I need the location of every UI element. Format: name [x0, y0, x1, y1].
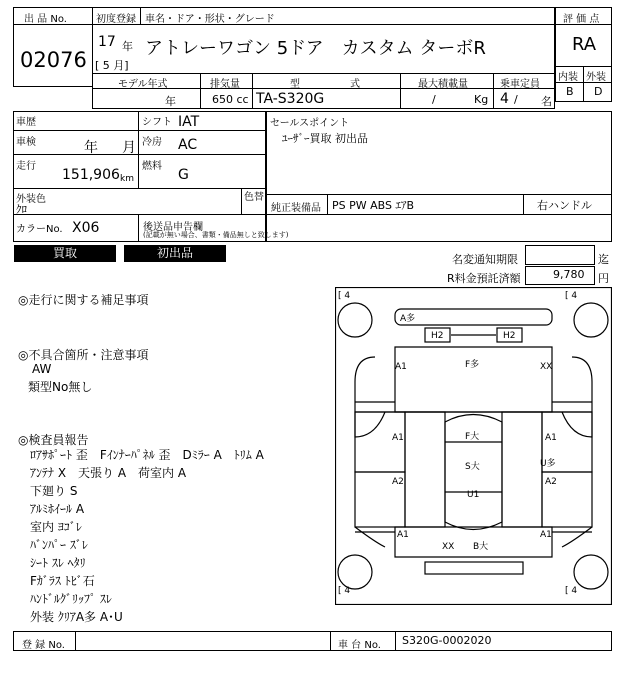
lot-label: 出 品 No.: [24, 14, 67, 25]
report-line: 下廻り S: [30, 484, 78, 498]
defects-line-1: AW: [32, 362, 52, 376]
model-year-label: モデル年式: [118, 79, 168, 90]
capacity-unit: 名: [541, 95, 552, 108]
equipment-label: 純正装備品: [271, 203, 321, 214]
interior-label: 内装: [558, 72, 578, 83]
inspection-label: 車検: [16, 137, 36, 148]
report-line: ｱﾝﾃﾅ X 天張り A 荷室内 A: [30, 466, 187, 480]
mileage-unit: km: [120, 174, 134, 184]
diagram-corner-bl: [ 4: [338, 586, 351, 596]
recycle-value: 9,780: [553, 268, 585, 281]
diag-fr-door: A1: [545, 433, 557, 443]
shift: IAT: [178, 114, 200, 130]
max-load-label: 最大積載量: [418, 79, 468, 90]
report-line: Fｶﾞﾗｽ ﾄﾋﾞ石: [30, 574, 95, 588]
diag-windshield: F大: [465, 432, 480, 442]
recycle-unit: 円: [598, 272, 609, 285]
exterior-grade: D: [594, 85, 603, 98]
diag-hood: F多: [465, 360, 480, 370]
model-label: 型 式: [290, 79, 360, 90]
diag-rr-quarter: A1: [540, 530, 552, 540]
diag-rr-door-1: U多: [540, 459, 556, 469]
diagram-corner-tr: [ 4: [565, 291, 578, 301]
after-doc-note: (記載が無い場合、書類・備品無しと致します): [143, 231, 289, 239]
interior-grade: B: [566, 85, 574, 98]
rating-value: RA: [572, 34, 597, 55]
diagram-corner-br: [ 4: [565, 586, 578, 596]
diag-fr-fender: XX: [540, 362, 553, 372]
wheel-rl-icon: [338, 555, 372, 589]
ac: AC: [178, 137, 198, 153]
diagram-corner-tl: [ 4: [338, 291, 351, 301]
report-line: ｼｰﾄ ｽﾚ ﾍﾀﾘ: [30, 556, 86, 570]
after-doc-label: 後送品申告欄: [143, 222, 203, 233]
diag-roof: A多: [400, 314, 416, 324]
reg-label: 登 録 No.: [22, 640, 65, 651]
diag-rear-center: U1: [467, 490, 480, 500]
wheel-fr-icon: [574, 303, 608, 337]
fender-right: [562, 357, 592, 437]
mileage-label: 走行: [16, 161, 36, 172]
diag-rear-bumper-2: B大: [473, 542, 489, 552]
fuel: G: [178, 167, 189, 183]
ext-color-label: 外装色: [16, 194, 46, 205]
max-load-unit: Kg: [474, 93, 489, 106]
fender-left: [355, 357, 385, 437]
diag-h2-left: H2: [431, 331, 444, 341]
report-line: 外装 ｸﾘｱA多 A･U: [30, 610, 123, 624]
recolor-label: 色替: [244, 192, 264, 203]
diag-roof-center: S大: [465, 462, 480, 472]
diag-rl-quarter: A1: [397, 530, 409, 540]
defects-label: ◎不具合箇所・注意事項: [18, 348, 149, 362]
first-reg-label: 初度登録: [96, 14, 136, 25]
displacement: 650 cc: [212, 93, 249, 106]
car-name: アトレーワゴン 5ドア カスタム ターボR: [145, 38, 486, 59]
buy-badge: 買取: [14, 245, 116, 262]
color-no: X06: [72, 220, 100, 236]
meter-unit: 迄: [598, 253, 609, 266]
mileage: 151,906: [62, 167, 120, 183]
meter-label: 名変通知期限: [452, 253, 518, 266]
hood-panel: [395, 347, 552, 412]
chassis-number: S320G-0002020: [402, 634, 492, 647]
front-bumper: [395, 309, 552, 325]
sales-point-label: セールスポイント: [270, 118, 350, 129]
shift-label: シフト: [142, 117, 172, 128]
ac-label: 冷房: [142, 137, 162, 148]
month-bracket: [ 5 月]: [95, 59, 129, 72]
max-load: /: [432, 93, 436, 106]
recycle-label: R料金預託済額: [447, 272, 521, 285]
model-code: TA-S320G: [256, 91, 325, 107]
history-label: 車歴: [16, 117, 36, 128]
report-line: 室内 ﾖｺﾞﾚ: [30, 520, 82, 534]
handle: 右ハンドル: [537, 199, 592, 212]
year-value: 17: [98, 34, 116, 50]
color-no-label: カラーNo.: [16, 224, 63, 235]
report-line: ﾊﾝﾄﾞﾙｸﾞﾘｯﾌﾟ ｽﾚ: [30, 592, 112, 606]
equipment: PS PW ABS ｴｱB: [332, 199, 415, 212]
capacity-label: 乗車定員: [500, 79, 540, 90]
inspection-year-unit: 年: [84, 140, 98, 156]
diag-rr-door-2: A2: [545, 477, 557, 487]
sales-point: ﾕｰｻﾞｰ買取 初出品: [282, 132, 368, 145]
capacity-sep: /: [514, 93, 518, 106]
name-label: 車名・ドア・形状・グレード: [145, 14, 275, 25]
defects-line-2: 類型No無し: [28, 380, 93, 394]
ext-color: ｸﾛ: [16, 203, 27, 216]
inspection-month-unit: 月: [122, 140, 136, 156]
diag-h2-right: H2: [503, 331, 516, 341]
inspector-label: ◎検査員報告: [18, 433, 89, 447]
diag-fl-fender: A1: [395, 362, 407, 372]
rating-label: 評 価 点: [563, 14, 600, 25]
wheel-rr-icon: [574, 555, 608, 589]
meter-box: [525, 245, 595, 265]
report-line: ﾊﾞﾝﾊﾟｰ ｽﾞﾚ: [30, 538, 88, 552]
exterior-label: 外装: [586, 72, 606, 83]
displacement-label: 排気量: [210, 79, 240, 90]
diag-rl-door: A2: [392, 477, 404, 487]
lot-number: 02076: [20, 48, 87, 72]
first-badge: 初出品: [124, 245, 226, 262]
rear-bumper: [425, 562, 523, 574]
wheel-fl-icon: [338, 303, 372, 337]
car-damage-diagram: [335, 287, 612, 605]
diag-rear-bumper-1: XX: [442, 542, 455, 552]
fuel-label: 燃料: [142, 161, 162, 172]
chassis-label: 車 台 No.: [338, 640, 381, 651]
report-line: ｱﾙﾐﾎｲｰﾙ A: [30, 502, 85, 516]
capacity: 4: [500, 91, 509, 107]
report-line: ﾛｱｻﾎﾟｰﾄ 歪 Fｲﾝﾅｰﾊﾟﾈﾙ 歪 Dﾐﾗｰ A ﾄﾘﾑ A: [30, 448, 264, 462]
model-year-unit: 年: [165, 95, 176, 108]
diag-fl-door: A1: [392, 433, 404, 443]
driving-label: ◎走行に関する補足事項: [18, 293, 149, 307]
year-unit: 年: [122, 40, 133, 53]
